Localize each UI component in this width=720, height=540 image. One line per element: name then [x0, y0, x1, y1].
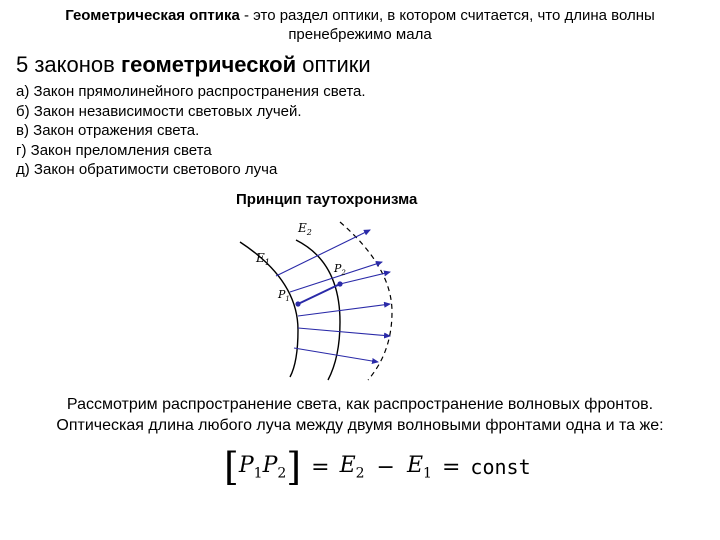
point-p2: [337, 281, 342, 286]
point-p1: [295, 301, 300, 306]
ray-line: [298, 304, 390, 316]
formula-close-bracket: ]: [286, 445, 302, 489]
ray-line: [298, 328, 390, 336]
laws-list: [16, 82, 366, 180]
principle-title: Принцип таутохронизма: [236, 191, 418, 208]
formula-open-bracket: [: [224, 445, 239, 489]
label-e2: $E_2$: [298, 221, 312, 237]
explanation-paragraph: [10, 394, 710, 436]
formula-p1: $P_1$: [238, 452, 263, 482]
heading-suffix: оптики: [296, 52, 371, 77]
formula-e2: $E_2$: [339, 452, 365, 482]
label-e1: $E_1$: [256, 251, 270, 267]
formula-equals: =: [441, 454, 461, 480]
law-item: б) Закон независимости световых лучей.: [16, 102, 302, 120]
wavefront-outer-dashed: [340, 222, 392, 380]
paragraph-line: Рассмотрим распространение света, как распространение волновых фронтов.: [66, 396, 654, 413]
formula-const: const: [470, 455, 531, 479]
label-p2: $P_2$: [334, 262, 346, 277]
law-item: в) Закон отражения света.: [16, 122, 200, 139]
formula-equals: =: [311, 454, 330, 480]
subtitle-definition: - это раздел оптики, в котором считается, что длина волны пренебрежимо мала: [239, 7, 655, 43]
law-item: г) Закон преломления света: [16, 141, 212, 159]
paragraph-line: Оптическая длина любого луча между двумя волновыми фронтами одна и та же:: [56, 417, 664, 434]
label-p1: $P_1$: [278, 288, 290, 303]
slide-subtitle: [20, 6, 700, 44]
formula-minus: −: [376, 454, 395, 480]
wavefront-e2: [296, 240, 340, 380]
heading-prefix: 5 законов: [16, 52, 121, 77]
law-item: а) Закон прямолинейного распространения света.: [16, 83, 366, 100]
ray-line: [276, 230, 370, 276]
wavefront-diagram: [220, 212, 460, 382]
formula-e1: $E_1$: [406, 452, 432, 482]
formula-p2: $P_2$: [262, 452, 287, 482]
laws-heading: [16, 52, 371, 78]
subtitle-bold-term: Геометрическая оптика: [65, 7, 240, 24]
tautochronism-formula: [224, 445, 531, 489]
law-item: д) Закон обратимости светового луча: [16, 161, 278, 178]
heading-bold-word: геометрической: [120, 52, 297, 77]
